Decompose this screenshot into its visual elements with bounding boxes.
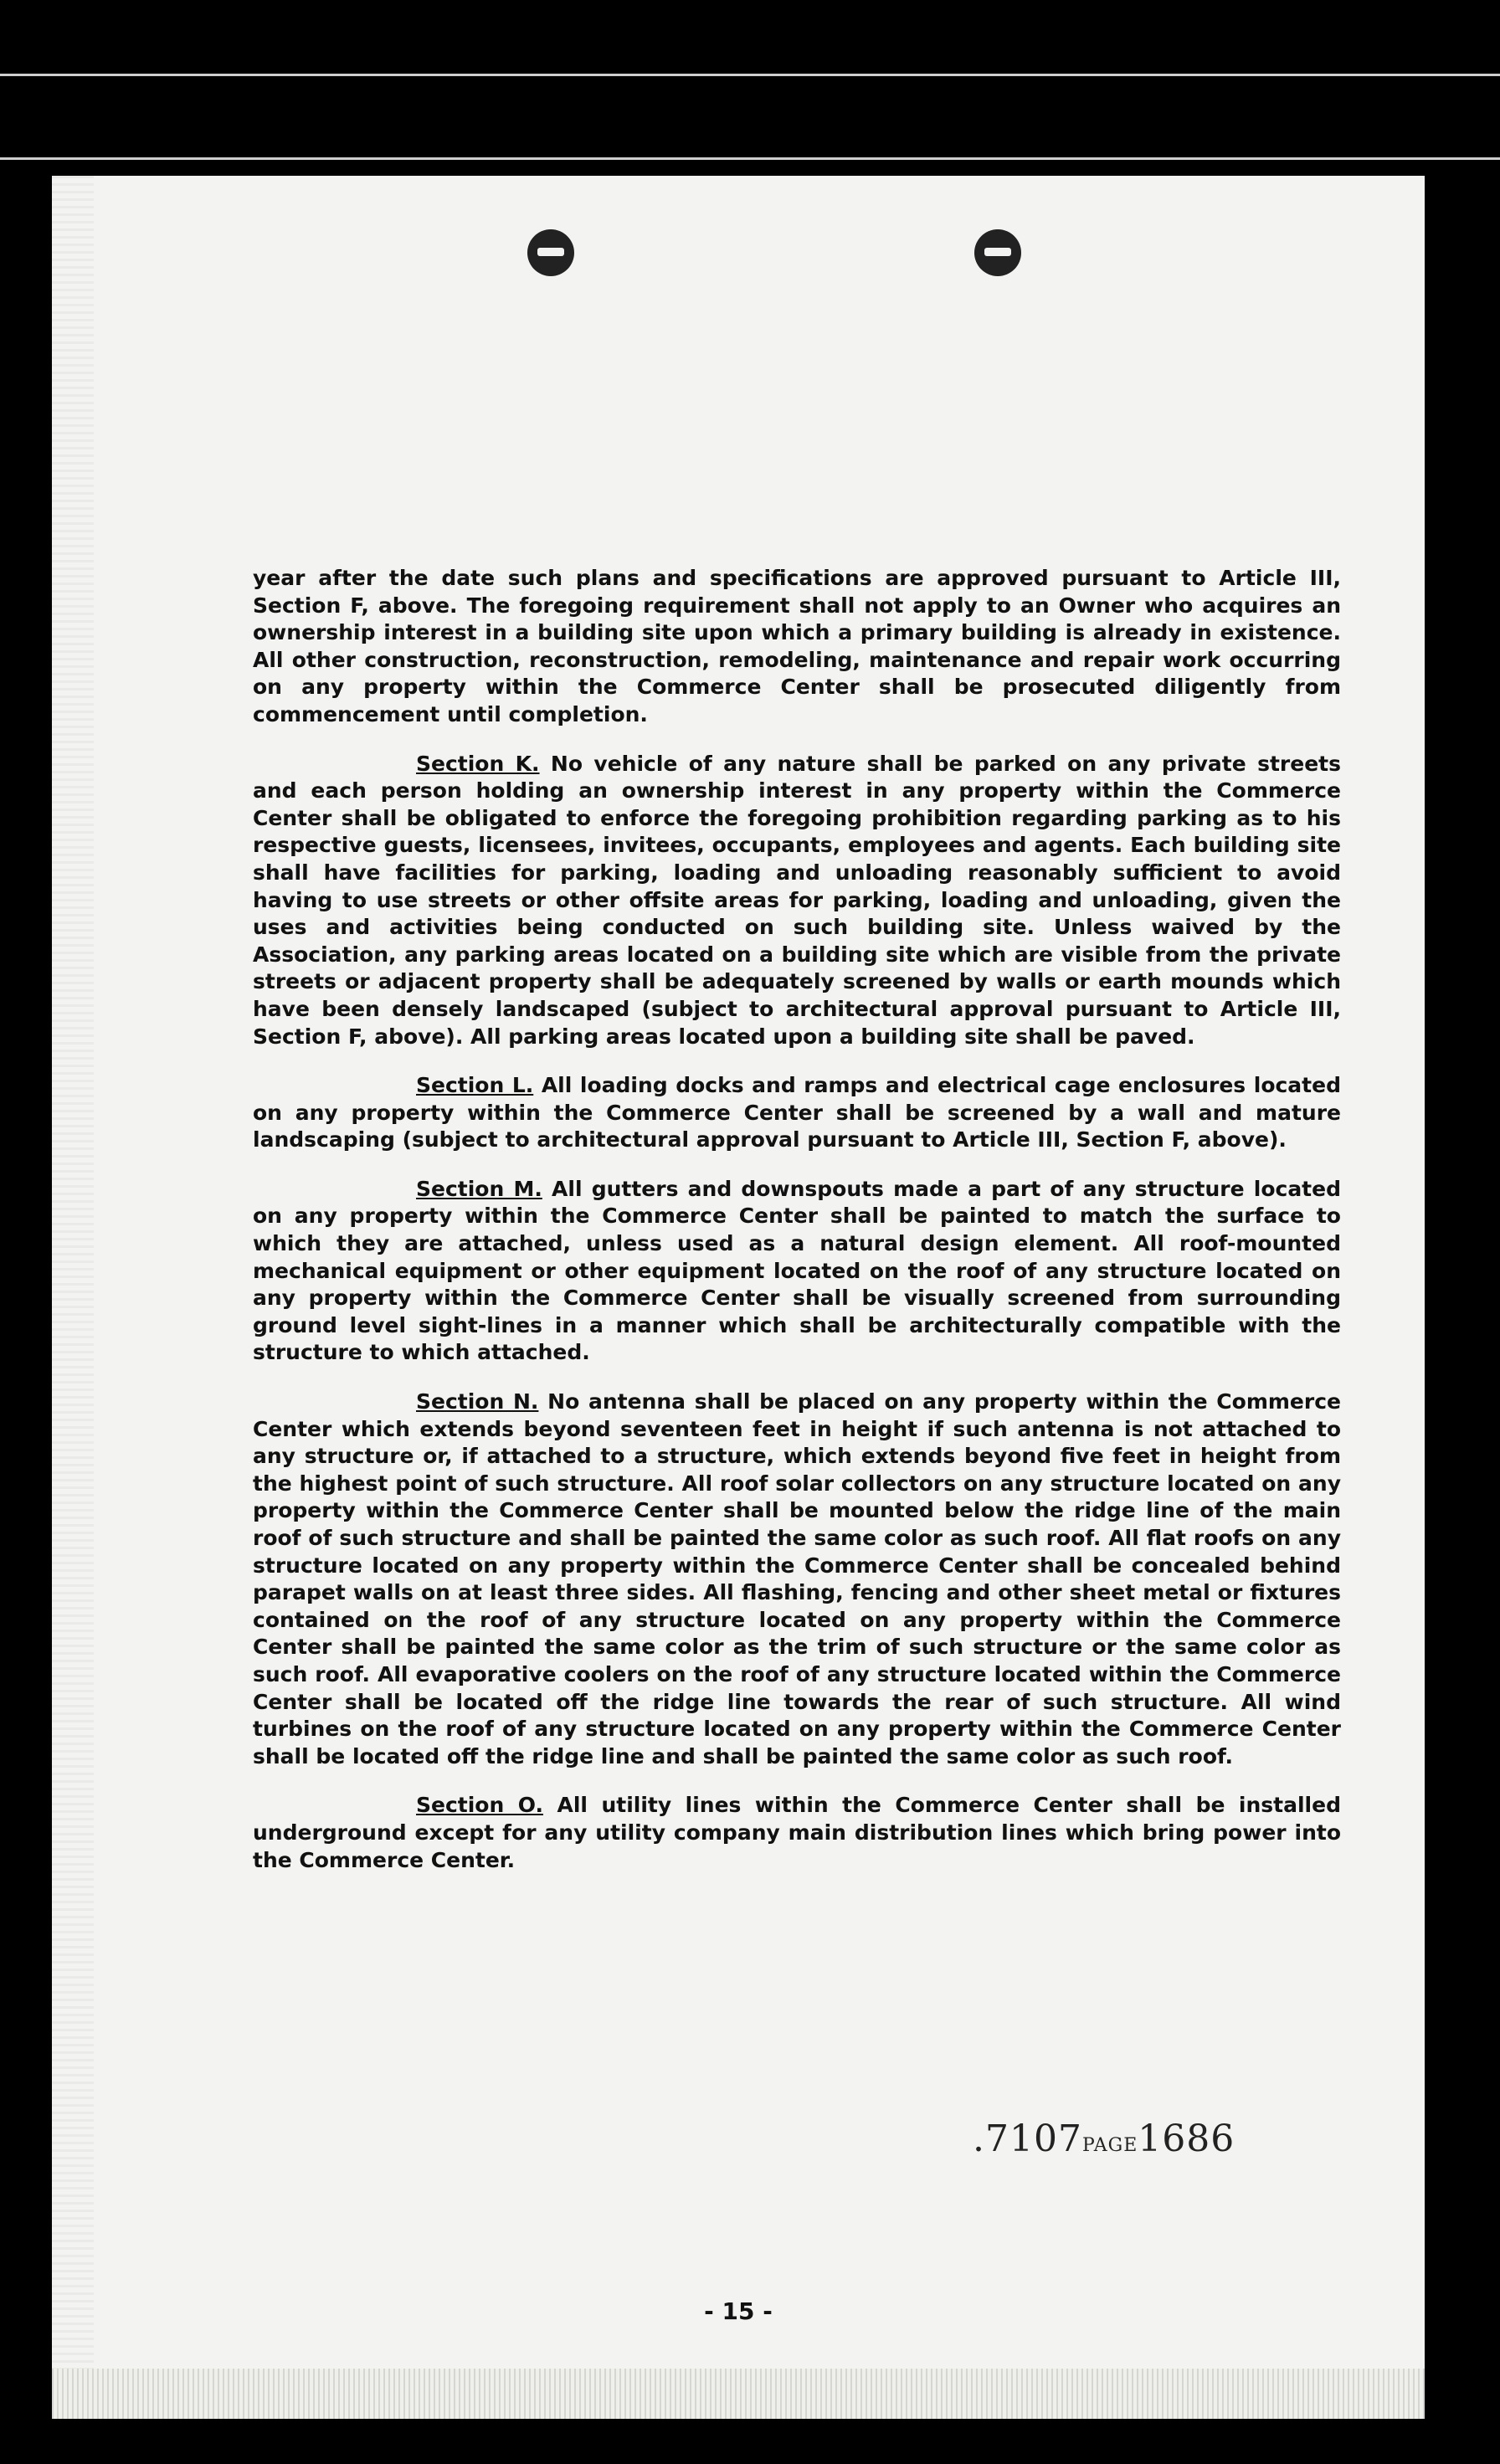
section-l-text: All loading docks and ramps and electrical cage enclosures located on any property within the Commerce Center shall be screened by a wall and mature landscaping (subject to architectural approval pursuant to Article III, Section F, above). xyxy=(253,1073,1341,1152)
section-l-heading: Section L. xyxy=(416,1073,534,1098)
seal-icon-right xyxy=(974,229,1021,276)
section-o-heading: Section O. xyxy=(416,1793,543,1818)
section-n-heading: Section N. xyxy=(416,1389,539,1414)
page-label: PAGE xyxy=(1081,2135,1138,2156)
book-number: 7107 xyxy=(985,2118,1082,2160)
document-body xyxy=(253,565,1341,1896)
book-page: 1686 xyxy=(1138,2118,1235,2160)
section-o-text: All utility lines within the Commerce Center shall be installed underground except for any utility company main distribution lines which bring power into the Commerce Center. xyxy=(253,1793,1341,1872)
scan-bottom-band xyxy=(52,2369,1425,2419)
section-n xyxy=(253,1389,1341,1770)
scan-noise-edge xyxy=(52,176,94,2419)
seal-icon-left xyxy=(527,229,574,276)
opening-paragraph: year after the date such plans and specifications are approved pursuant to Article III, Section F, above. The foregoing requirement shall not apply to an Owner who acquires an ownership interest in a building site upon which a primary building is already in existence. All other construction, reconstruction, remodeling, maintenance and repair work occurring on any property within the Commerce Center shall be prosecuted diligently from commencement until completion. xyxy=(253,566,1341,726)
section-l xyxy=(253,1072,1341,1154)
section-k xyxy=(253,751,1341,1051)
page-number: - 15 - xyxy=(704,2297,773,2325)
section-n-text: No antenna shall be placed on any property within the Commerce Center which extends beyond seventeen feet in height if such antenna is not attached to any structure or, if attached to a structure, which extends beyond five feet in height from the highest point of such structure. All roof solar collectors on any structure located on any property within the Commerce Center shall be mounted below the ridge line of the main roof of such structure and shall be painted the same color as such roof. All flat roofs on any structure located on any property within the Commerce Center shall be concealed behind parapet walls on at least three sides. All flashing, fencing and other sheet metal or fixtures contained on the roof of any structure located on any property within the Commerce Center shall be painted the same color as the trim of such structure or the same color as such roof. All evaporative coolers on the roof of any structure located within the Commerce Center shall be located off the ridge line towards the rear of such structure. All wind turbines on the roof of any structure located on any property within the Commerce Center shall be located off the ridge line and shall be painted the same color as such roof. xyxy=(253,1389,1341,1768)
document-page xyxy=(52,176,1425,2419)
section-m xyxy=(253,1176,1341,1367)
section-o xyxy=(253,1792,1341,1874)
section-m-heading: Section M. xyxy=(416,1176,542,1201)
section-k-heading: Section K. xyxy=(416,751,540,776)
section-m-text: All gutters and downspouts made a part of any structure located on any property within the Commerce Center shall be painted to match the surface to which they are attached, unless used as a natural design element. All roof-mounted mechanical equipment or other equipment located on the roof of any structure located on any property within the Commerce Center shall be visually screened from surrounding ground level sight-lines in a manner which shall be architecturally compatible with the structure to which attached. xyxy=(253,1176,1341,1365)
recording-stamp: .7107PAGE1686 xyxy=(973,2118,1235,2160)
scan-header-rule xyxy=(0,157,1500,160)
scan-top-rule xyxy=(0,74,1500,76)
section-k-text: No vehicle of any nature shall be parked on any private streets and each person holding an ownership interest in any property within the Commerce Center shall be obligated to enforce the foregoing prohibition regarding parking as to his respective guests, licensees, invitees, occupants, employees and agents. Each building site shall have facilities for parking, loading and unloading reasonably sufficient to avoid having to use streets or other offsite areas for parking, loading and unloading, given the uses and activities being conducted on such building site. Unless waived by the Association, any parking areas located on a building site which are visible from the private streets or adjacent property shall be adequately screened by walls or earth mounds which have been densely landscaped (subject to architectural approval pursuant to Article III, Section F, above). All parking areas located upon a building site shall be paved. xyxy=(253,751,1341,1049)
